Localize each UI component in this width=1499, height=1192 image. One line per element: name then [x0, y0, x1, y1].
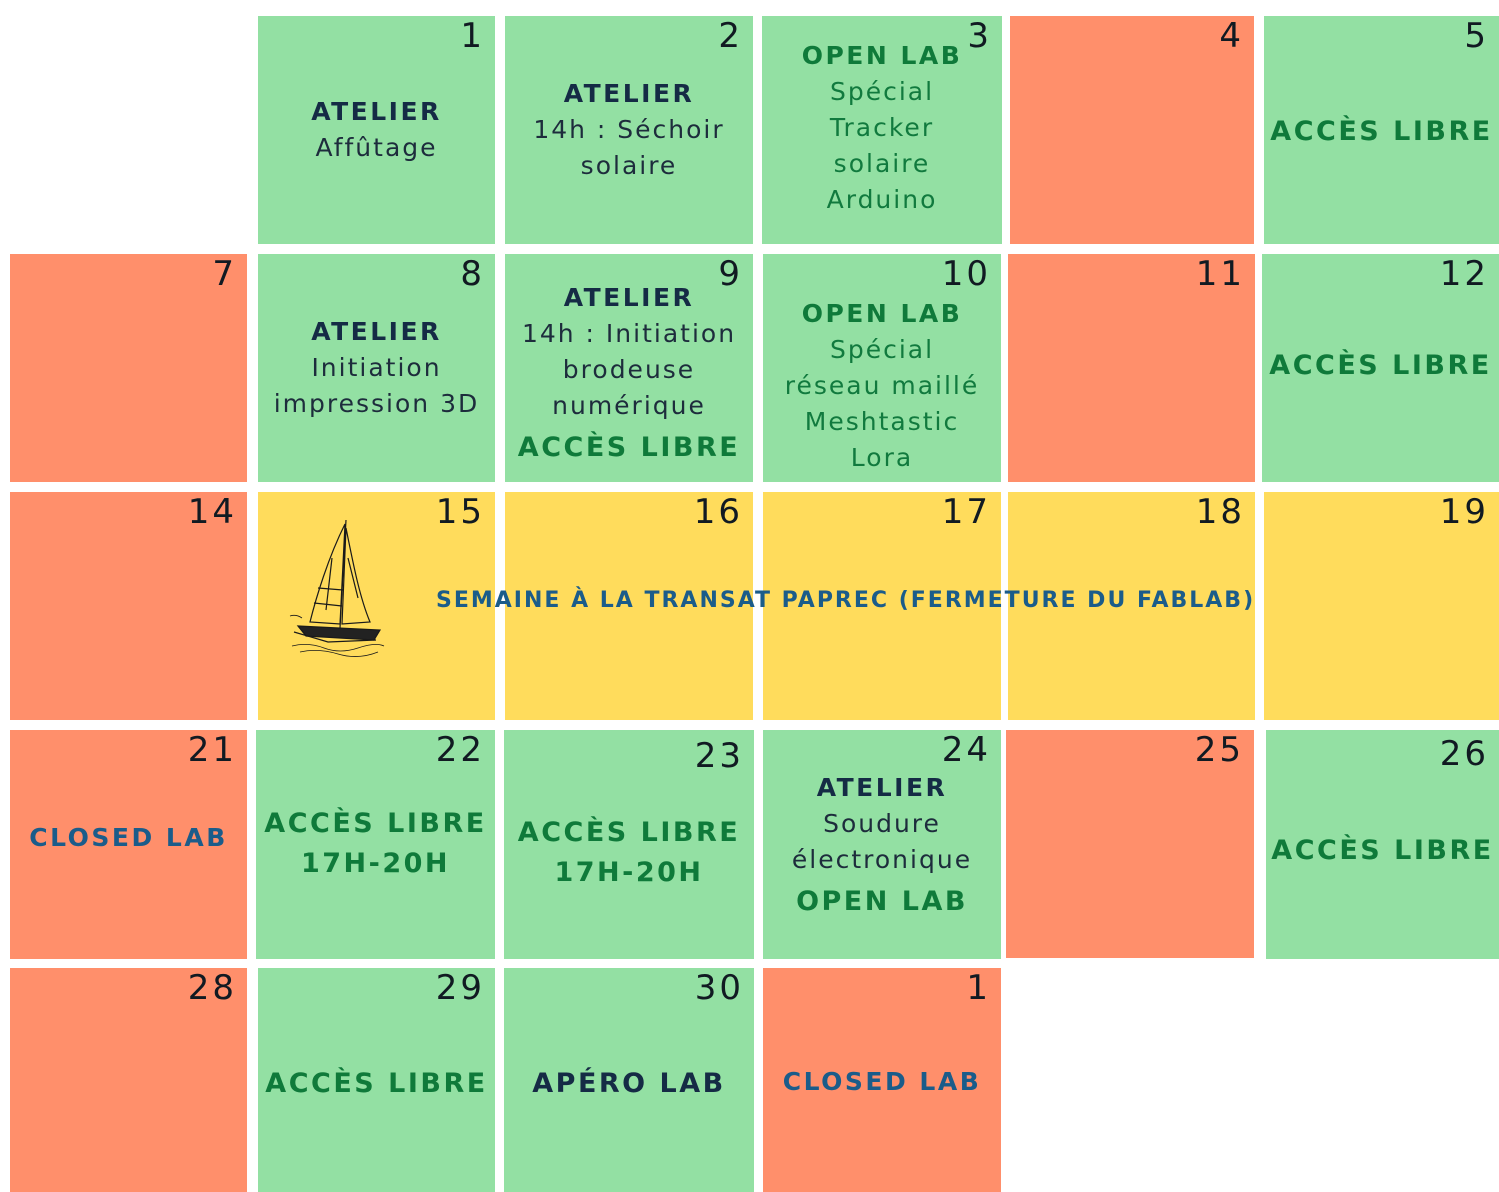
day-number: 8 — [460, 254, 485, 294]
event-title-line-2: 17H-20H — [554, 857, 704, 888]
event-title: ATELIER — [816, 773, 948, 802]
day-3 — [762, 16, 1002, 244]
day-number: 12 — [1439, 254, 1489, 294]
day-12 — [1262, 254, 1499, 482]
day-19 — [1264, 492, 1499, 720]
event-title: ACCÈS LIBRE — [1269, 350, 1492, 381]
event-title-line-1: ACCÈS LIBRE — [264, 808, 487, 839]
event-title: ATELIER — [563, 79, 695, 108]
day-26 — [1266, 730, 1499, 959]
day-21 — [10, 730, 247, 959]
day-8 — [258, 254, 495, 482]
event-text-line-4: Arduino — [826, 185, 938, 214]
event-title: ATELIER — [563, 283, 695, 312]
event-title: OPEN LAB — [801, 299, 963, 328]
event-text-line-2: solaire — [580, 151, 678, 180]
event-title: CLOSED LAB — [29, 823, 228, 852]
day-number: 10 — [941, 254, 991, 294]
day-1-next-month — [763, 968, 1001, 1192]
day-number: 28 — [187, 968, 237, 1008]
event-text-line-2: électronique — [791, 845, 973, 874]
day-9 — [505, 254, 753, 482]
day-14 — [10, 492, 247, 720]
event-title: ACCÈS LIBRE — [1271, 835, 1494, 866]
day-7 — [10, 254, 247, 482]
event-title: ATELIER — [311, 97, 442, 126]
event-title: OPEN LAB — [801, 41, 963, 70]
event-text-line-4: Lora — [850, 443, 914, 472]
event-text-line-2: impression 3D — [273, 389, 480, 418]
day-24 — [763, 730, 1001, 959]
event-text-line-1: Soudure — [823, 809, 941, 838]
day-number: 30 — [694, 968, 744, 1008]
day-number: 29 — [435, 968, 485, 1008]
event-text-line-1: Spécial — [829, 77, 935, 106]
day-number: 15 — [435, 492, 485, 532]
day-number: 11 — [1195, 254, 1245, 294]
day-11 — [1008, 254, 1255, 482]
day-number: 24 — [941, 730, 991, 770]
event-title: ACCÈS LIBRE — [1270, 116, 1493, 147]
day-number: 7 — [212, 254, 237, 294]
day-10 — [763, 254, 1001, 482]
day-2 — [505, 16, 753, 244]
day-30 — [504, 968, 754, 1192]
day-number: 14 — [187, 492, 237, 532]
event-title-line-2: 17H-20H — [300, 848, 451, 879]
event-text-line-2: brodeuse — [562, 355, 696, 384]
event-text-line-2: réseau maillé — [784, 371, 980, 400]
day-22 — [256, 730, 495, 959]
day-number: 19 — [1439, 492, 1489, 532]
day-number: 5 — [1464, 16, 1489, 56]
event-title-line-1: ACCÈS LIBRE — [517, 817, 741, 848]
day-number: 25 — [1194, 730, 1244, 770]
day-25 — [1006, 730, 1254, 958]
sailboat-icon — [288, 518, 388, 658]
day-number: 1 — [460, 16, 485, 56]
day-5 — [1264, 16, 1499, 244]
day-23 — [504, 730, 754, 959]
event-text-line-3: numérique — [552, 391, 706, 420]
event-title: ACCÈS LIBRE — [265, 1068, 488, 1099]
event-text-line-1: Spécial — [829, 335, 935, 364]
day-1 — [258, 16, 495, 244]
event-title: APÉRO LAB — [532, 1068, 726, 1099]
transat-banner: SEMAINE À LA TRANSAT PAPREC (FERMETURE DU FABLAB) — [436, 588, 1256, 613]
day-number: 23 — [694, 736, 744, 776]
event-extra: OPEN LAB — [796, 886, 968, 917]
day-number: 26 — [1439, 734, 1489, 774]
day-number: 2 — [718, 16, 743, 56]
event-text-line-1: 14h : Initiation — [521, 319, 737, 348]
event-text-line-1: 14h : Séchoir — [533, 115, 725, 144]
day-number: 1 — [966, 968, 991, 1008]
event-text-line-2: Tracker — [829, 113, 935, 142]
event-text-line-3: Meshtastic — [804, 407, 960, 436]
event-title: ATELIER — [311, 317, 442, 346]
day-number: 21 — [187, 730, 237, 770]
day-number: 3 — [967, 16, 992, 56]
day-number: 17 — [941, 492, 991, 532]
day-number: 9 — [718, 254, 743, 294]
day-29 — [258, 968, 495, 1192]
event-text: Affûtage — [315, 133, 438, 162]
event-extra: ACCÈS LIBRE — [517, 432, 741, 463]
day-number: 16 — [693, 492, 743, 532]
event-text-line-3: solaire — [833, 149, 931, 178]
day-number: 4 — [1219, 16, 1244, 56]
day-4 — [1010, 16, 1254, 244]
day-28 — [10, 968, 247, 1192]
event-title: CLOSED LAB — [782, 1067, 982, 1096]
day-number: 18 — [1195, 492, 1245, 532]
event-text-line-1: Initiation — [311, 353, 442, 382]
day-number: 22 — [435, 730, 485, 770]
